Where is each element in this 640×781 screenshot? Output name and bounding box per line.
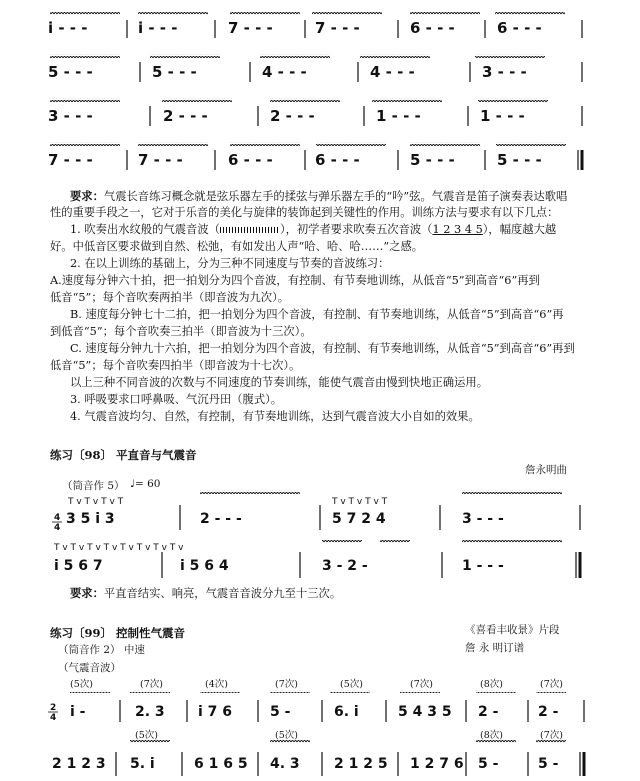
wave-count-mark: (8次)	[480, 679, 503, 690]
svg-text:4: 4	[50, 713, 57, 723]
ex98-key: （筒音作 5）	[62, 480, 125, 492]
svg-text:5 - - -: 5 - - -	[48, 63, 93, 81]
wave-count-mark: (7次)	[275, 679, 298, 690]
svg-text:7 - - -: 7 - - -	[228, 19, 273, 37]
req-p2a: 1. 吹奏出水纹般的气震音波（ ），初学者要求吹奏五次音波（1 2 3 4 5），幅度越大越	[70, 223, 557, 236]
svg-text:4 - - -: 4 - - -	[370, 63, 415, 81]
req-pC2: 低音“5”；每个音吹奏四拍半（即音波为十七次）。	[50, 359, 301, 372]
ex99-tech: （气震音波）	[58, 662, 121, 674]
svg-text:i 7 6: i 7 6	[198, 704, 233, 720]
svg-text:4: 4	[54, 513, 61, 523]
svg-text:7 - - -: 7 - - -	[315, 19, 360, 37]
svg-text:3 - 2 -: 3 - 2 -	[322, 558, 368, 574]
svg-text:5 - - -: 5 - - -	[497, 151, 542, 169]
svg-text:5 7 2 4: 5 7 2 4	[332, 511, 386, 527]
req-p5: 3. 呼吸要求口呼鼻吸、气沉丹田（腹式）。	[70, 393, 283, 406]
staff-line-2	[48, 54, 582, 82]
svg-text:T v T v T v T: T v T v T v T	[332, 497, 388, 507]
req-pB1: B. 速度每分钟七十二拍，把一拍划分为四个音波，有控制、有节奏地训练，从低音“5”到高音“6”再	[70, 308, 564, 321]
svg-text:2 1 2 5: 2 1 2 5	[334, 756, 388, 772]
wave-count-mark: (7次)	[410, 679, 433, 690]
req-p1b: 性的重要手段之一，它对于乐音的美化与旋律的装饰起到关键性的作用。训练方法与要求有以下几点：	[50, 206, 559, 219]
ex98-composer: 詹永明曲	[525, 464, 567, 476]
svg-text:4. 3: 4. 3	[270, 756, 300, 772]
svg-text:5 -: 5 -	[538, 756, 559, 772]
req-pC1: C. 速度每分钟九十六拍，把一拍划分为四个音波，有控制、有节奏地训练，从低音“5”到高音“6”再到	[70, 342, 575, 355]
staff-line-1	[48, 12, 582, 38]
svg-text:T v T v T v T v T v: T v T v T v T v T v T v T v T v	[54, 543, 184, 553]
svg-text:5. i: 5. i	[130, 756, 155, 772]
svg-text:2 - - -: 2 - - -	[163, 107, 208, 125]
req-pB2: 到低音“5”；每个音吹奏三拍半（即音波为十三次）。	[50, 325, 312, 338]
svg-text:2 -: 2 -	[538, 704, 559, 720]
svg-text:i 5 6 4: i 5 6 4	[180, 558, 229, 574]
svg-text:3 - - -: 3 - - -	[482, 63, 527, 81]
svg-text:6 - - -: 6 - - -	[410, 19, 455, 37]
wave-count-mark: (4次)	[205, 679, 228, 690]
svg-text:1 - - -: 1 - - -	[462, 558, 504, 574]
svg-text:4: 4	[54, 523, 61, 533]
svg-text:2 1 2 3: 2 1 2 3	[52, 756, 106, 772]
wave-count-mark: (5次)	[275, 730, 298, 741]
svg-text:i 5 6 7: i 5 6 7	[54, 558, 103, 574]
req-pA2: 低音“5”；每个音吹奏两拍半（即音波为九次）。	[50, 291, 290, 304]
svg-text:1 - - -: 1 - - -	[480, 107, 525, 125]
ex98-staff	[52, 490, 580, 578]
req-p1a: 要求：气震长音练习概念就是弦乐器左手的揉弦与弹乐器左手的“吟”弦。气震音是笛子演奏表达歌唱	[70, 189, 568, 203]
ex98-req: 要求：平直音结实、响亮，气震音音波分九至十三次。	[70, 586, 342, 600]
staff-line-3	[48, 98, 582, 126]
req-p2b: 好。中低音区要求做到自然、松弛，有如发出人声“哈、哈、哈……”之感。	[50, 240, 424, 253]
svg-text:2 -: 2 -	[478, 704, 499, 720]
ex99-title: 练习〔99〕 控制性气震音	[50, 626, 186, 640]
svg-text:5 -: 5 -	[478, 756, 499, 772]
svg-text:5 4 3 5: 5 4 3 5	[398, 704, 452, 720]
svg-text:7 - - -: 7 - - -	[48, 151, 93, 169]
svg-text:6. i: 6. i	[334, 704, 359, 720]
svg-text:6 - - -: 6 - - -	[497, 19, 542, 37]
staff-line-4	[48, 142, 582, 170]
svg-text:5 - - -: 5 - - -	[152, 63, 197, 81]
req-pA1: A.速度每分钟六十拍，把一拍划分为四个音波，有控制、有节奏地训练，从低音“5”到高音“6”再到	[50, 274, 540, 287]
svg-text:1 2 7 6: 1 2 7 6	[410, 756, 464, 772]
svg-text:2 - - -: 2 - - -	[270, 107, 315, 125]
ex99-credit: 詹 永 明订谱	[465, 642, 525, 654]
svg-text:3 5 i 3: 3 5 i 3	[66, 511, 115, 527]
wave-count-mark: (5次)	[135, 730, 158, 741]
svg-text:6 - - -: 6 - - -	[228, 151, 273, 169]
svg-text:2: 2	[50, 703, 57, 713]
svg-text:5 -: 5 -	[270, 704, 291, 720]
trill-symbol	[220, 227, 280, 233]
wave-count-mark: (7次)	[540, 679, 563, 690]
wave-count-mark: (7次)	[140, 679, 163, 690]
ex99-key: （筒音作 2） 中速	[58, 644, 145, 656]
req-p6: 4. 气震音波均匀、自然，有控制，有节奏地训练，达到气震音波大小自如的效果。	[70, 410, 480, 423]
notation-text-index	[0, 0, 1, 1]
svg-text:i -: i -	[70, 704, 86, 720]
svg-text:3 - - -: 3 - - -	[48, 107, 93, 125]
ex99-source: 《喜看丰收景》片段	[465, 624, 560, 636]
wave-count-mark: (7次)	[540, 730, 563, 741]
req-p4: 以上三种不同音波的次数与不同速度的节奏训练，能使气震音由慢到快地正确运用。	[70, 376, 488, 389]
svg-text:3 - - -: 3 - - -	[462, 511, 504, 527]
svg-text:6 1 6 5: 6 1 6 5	[194, 756, 248, 772]
req-label: 要求：	[70, 189, 104, 203]
svg-text:2 - - -: 2 - - -	[200, 511, 242, 527]
top-staff	[48, 12, 582, 170]
svg-text:2. 3: 2. 3	[135, 704, 165, 720]
wave-count-mark: (5次)	[340, 679, 363, 690]
svg-text:7 - - -: 7 - - -	[138, 151, 183, 169]
ex98-title: 练习〔98〕 平直音与气震音	[50, 448, 197, 462]
ex98-tempo: ♩= 60	[130, 478, 161, 490]
svg-text:4 - - -: 4 - - -	[262, 63, 307, 81]
svg-text:5 - - -: 5 - - -	[410, 151, 455, 169]
svg-text:T v T v T v T: T v T v T v T	[68, 497, 124, 507]
svg-text:1 - - -: 1 - - -	[376, 107, 421, 125]
wave-count-mark: (8次)	[480, 730, 503, 741]
svg-text:6 - - -: 6 - - -	[315, 151, 360, 169]
req-p3: 2. 在以上训练的基础上，分为三种不同速度与节奏的音波练习：	[70, 257, 390, 270]
wave-count-numbers: 1 2 3 4 5	[432, 223, 483, 236]
wave-count-mark: (5次)	[70, 679, 93, 690]
svg-text:i - - -: i - - -	[138, 19, 178, 37]
svg-text:i - - -: i - - -	[48, 19, 88, 37]
ex99-staff	[48, 690, 584, 776]
